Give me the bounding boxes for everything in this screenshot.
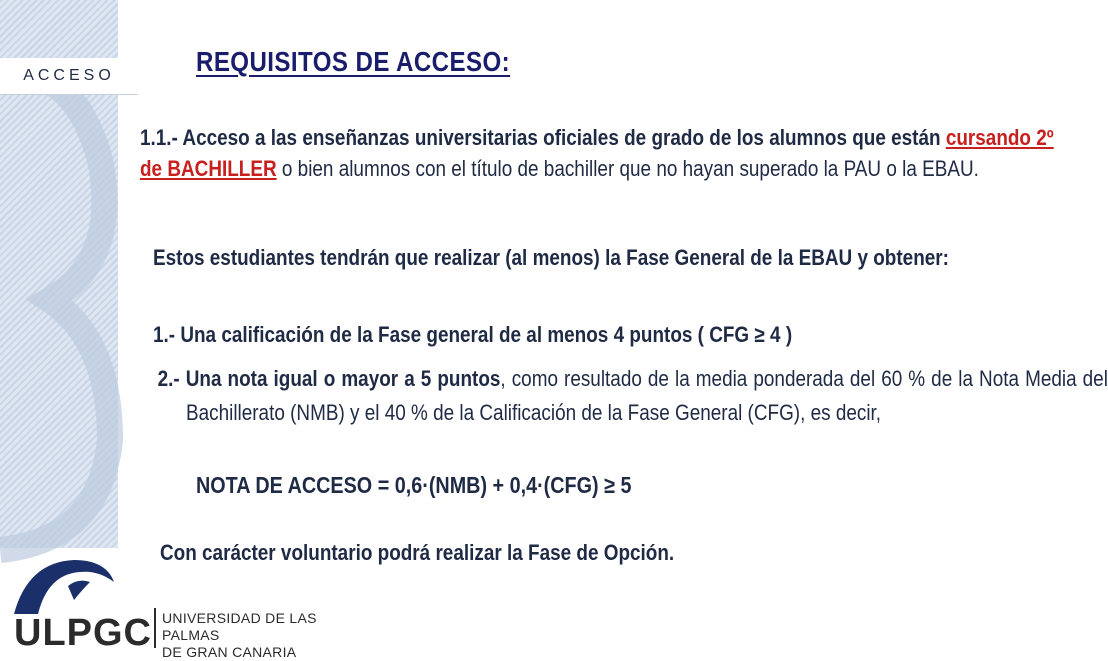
logo-divider <box>154 608 156 648</box>
university-logo <box>8 556 368 660</box>
logo-university-name <box>162 610 368 661</box>
logo-line-2: DE GRAN CANARIA <box>162 644 297 660</box>
section-tag: ACCESO <box>0 58 138 95</box>
logo-line-1: UNIVERSIDAD DE LAS PALMAS <box>162 610 317 643</box>
bachiller-link[interactable]: cursando 2º de BACHILLER <box>140 125 1054 181</box>
voluntary-note: Con carácter voluntario podrá realizar la Fase de Opción. <box>160 540 675 565</box>
access-formula: NOTA DE ACCESO = 0,6·(NMB) + 0,4·(CFG) ≥ 5 <box>196 472 632 498</box>
requirement-2 <box>153 362 1108 430</box>
paragraph-access-requirement <box>140 122 1070 184</box>
page-title: REQUISITOS DE ACCESO: <box>196 46 511 77</box>
logo-acronym: ULPGC <box>14 612 152 654</box>
requirement-2-rest: , como resultado de la media ponderada del 60 % de la Nota Media del Bachillerato (NMB) y el 40 % de la Calificación de la Fase General (CFG), es decir, <box>186 366 1108 425</box>
intro-text: Estos estudiantes tendrán que realizar (al menos) la Fase General de la EBAU y obtener: <box>153 245 949 270</box>
requirement-2-bold: 2.- Una nota igual o mayor a 5 puntos <box>157 366 501 391</box>
sidebar-watermark <box>0 40 140 560</box>
paragraph-lead: 1.1.- Acceso a las enseñanzas universitarias oficiales de grado de los alumnos que están <box>140 125 941 150</box>
paragraph-rest: o bien alumnos con el título de bachiller que no hayan superado la PAU o la EBAU. <box>276 156 979 181</box>
ulpgc-mark-icon <box>8 556 128 616</box>
requirement-1: 1.- Una calificación de la Fase general de al menos 4 puntos ( CFG ≥ 4 ) <box>153 322 793 347</box>
